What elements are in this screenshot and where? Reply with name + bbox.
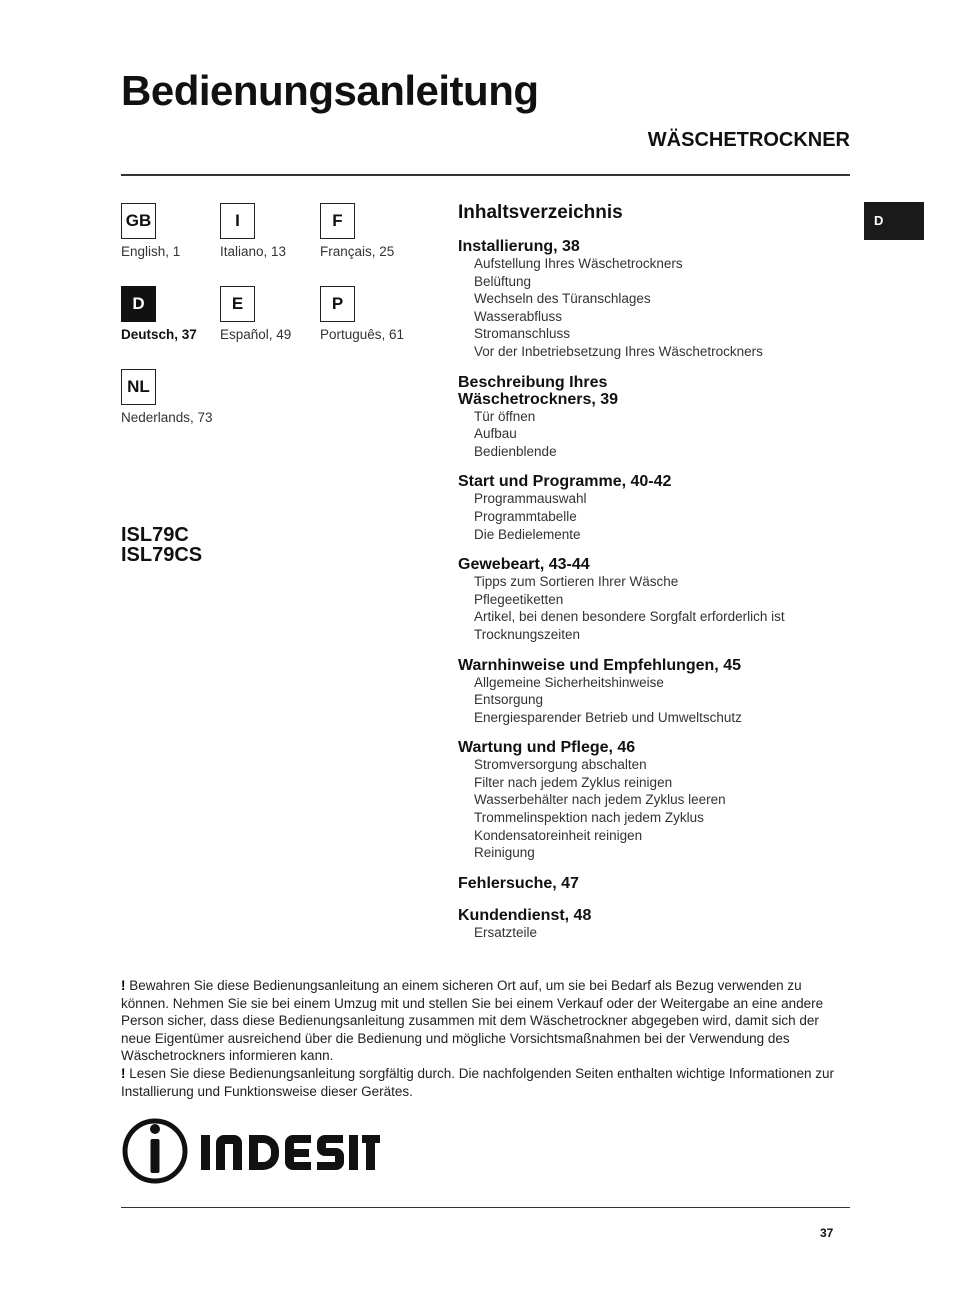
lang-label-f[interactable]: Français, 25 [320,244,395,259]
model-number: ISL79C [121,524,189,546]
toc-item[interactable]: Programmauswahl [474,491,587,507]
toc-section-kundendienst [458,907,858,942]
language-side-tab: D [864,202,924,240]
toc-section-programme [458,473,858,543]
toc-heading[interactable]: Beschreibung Ihres Wäschetrockners, 39 [458,373,619,408]
toc-item[interactable]: Wasserabfluss [474,308,563,324]
warning-marker: ! [121,1065,126,1081]
header-divider [121,174,850,176]
lang-box-p[interactable]: P [320,286,355,322]
safety-notes [121,977,851,1100]
toc-item[interactable]: Wechseln des Türanschlages [474,291,651,307]
lang-label-gb[interactable]: English, 1 [121,244,181,259]
toc-section-beschreibung [458,374,858,461]
toc-item[interactable]: Stromanschluss [474,326,571,342]
toc-heading[interactable]: Installierung, 38 [458,238,580,255]
page-title: Bedienungsanleitung [121,67,539,114]
toc-section-installierung [458,238,858,361]
lang-label-p[interactable]: Português, 61 [320,327,405,342]
toc-heading[interactable]: Fehlersuche, 47 [458,874,579,892]
toc-item[interactable]: Ersatzteile [474,924,538,940]
toc-item[interactable]: Bedienblende [474,443,557,459]
model-numbers [121,525,202,565]
lang-label-d[interactable]: Deutsch, 37 [121,327,197,342]
toc-item[interactable]: Energiesparender Betrieb und Umweltschutz [474,709,742,725]
toc-heading[interactable]: Warnhinweise und Empfehlungen, 45 [458,656,741,674]
footer-divider [121,1207,850,1208]
note-text: Bewahren Sie diese Bedienungsanleitung an einem sicheren Ort auf, um sie bei Bedarf als Bezug verwenden zu können. Nehmen Sie sie bei einem Umzug mit und stellen Sie bei einem Verkauf oder der Weitergabe an eine andere Person sicher, dass diese Bedienungsanleitung zusammen mit dem Wäschetrockner abgegeben wird, damit sich der neue Eigentümer ausreichend über die Bedienung und mögliche Vorsichtsmaßnahmen bei der Verwendung des Wäschetrockners informieren kann. [121,978,824,1064]
indesit-logo [121,1116,381,1186]
model-number: ISL79CS [121,544,203,566]
toc-item[interactable]: Trommelinspektion nach jedem Zyklus [474,810,704,826]
toc-item[interactable]: Filter nach jedem Zyklus reinigen [474,774,673,790]
toc-item[interactable]: Tipps zum Sortieren Ihrer Wäsche [474,574,679,590]
indesit-logo-mark [121,1116,381,1186]
toc-heading[interactable]: Kundendienst, 48 [458,906,592,924]
lang-box-e[interactable]: E [220,286,255,322]
lang-box-i[interactable]: I [220,203,255,239]
lang-box-nl[interactable]: NL [121,369,156,405]
lang-label-i[interactable]: Italiano, 13 [220,244,287,259]
note-text: Lesen Sie diese Bedienungsanleitung sorgfältig durch. Die nachfolgenden Seiten enthalten wichtige Informationen zur Installierung und Funktionsweise dieser Gerätes. [121,1065,834,1099]
toc-item[interactable]: Pflegeetiketten [474,591,564,607]
toc-item[interactable]: Kondensatoreinheit reinigen [474,827,643,843]
toc-item[interactable]: Trocknungszeiten [474,626,581,642]
toc-item[interactable]: Stromversorgung abschalten [474,757,647,773]
toc-section-fehlersuche [458,875,858,892]
toc-item[interactable]: Programmtabelle [474,508,577,524]
lang-box-d[interactable]: D [121,286,156,322]
note-paragraph [121,1065,851,1100]
toc-section-wartung [458,739,858,862]
product-category: WÄSCHETROCKNER [647,129,850,151]
toc-item[interactable]: Wasserbehälter nach jedem Zyklus leeren [474,792,726,808]
table-of-contents [458,202,858,954]
lang-label-nl[interactable]: Nederlands, 73 [121,410,213,425]
note-paragraph [121,977,851,1065]
toc-item[interactable]: Vor der Inbetriebsetzung Ihres Wäschetrockners [474,343,763,359]
page-number: 37 [820,1226,834,1240]
toc-item[interactable]: Artikel, bei denen besondere Sorgfalt erforderlich ist [474,609,785,625]
toc-title: Inhaltsverzeichnis [458,202,623,223]
toc-item[interactable]: Die Bedielemente [474,526,581,542]
warning-marker: ! [121,978,126,993]
toc-item[interactable]: Tür öffnen [474,408,536,424]
toc-item[interactable]: Aufbau [474,426,517,442]
lang-box-gb[interactable]: GB [121,203,156,239]
toc-item[interactable]: Allgemeine Sicherheitshinweise [474,674,664,690]
toc-item[interactable]: Belüftung [474,273,532,289]
toc-section-gewebeart [458,556,858,643]
lang-label-e[interactable]: Español, 49 [220,327,292,342]
toc-heading[interactable]: Wartung und Pflege, 46 [458,739,636,757]
toc-section-warnhinweise [458,657,858,727]
toc-item[interactable]: Entsorgung [474,692,544,708]
toc-item[interactable]: Aufstellung Ihres Wäschetrockners [474,256,683,271]
toc-heading[interactable]: Start und Programme, 40-42 [458,473,672,491]
lang-box-f[interactable]: F [320,203,355,239]
toc-item[interactable]: Reinigung [474,845,535,861]
toc-heading[interactable]: Gewebeart, 43-44 [458,556,590,574]
